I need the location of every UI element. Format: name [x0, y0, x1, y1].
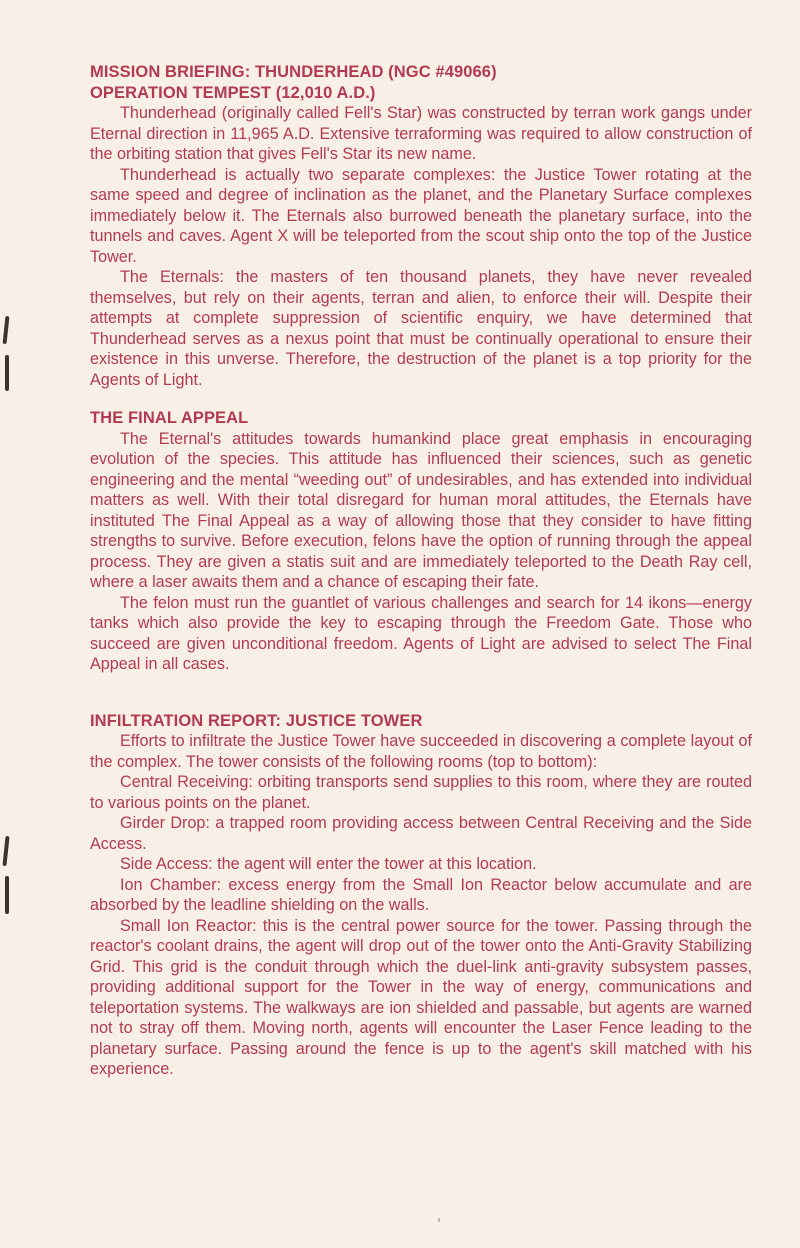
- binder-mark-top: [3, 316, 10, 344]
- paragraph: Efforts to infiltrate the Justice Tower have succeeded in discovering a complete layout of the complex. The tower consists of the following rooms (top to bottom):: [90, 732, 752, 771]
- paragraph: The felon must run the guantlet of various challenges and search for 14 ikons—energy tanks which also provide the key to escaping through the Freedom Gate. Those who succeed are given unconditional freedom. Agents of Light are advised to select The Final Appeal in all cases.: [90, 593, 752, 673]
- binder-mark-upper: [5, 355, 9, 391]
- section-heading: THE FINAL APPEAL: [90, 409, 249, 427]
- paragraph: The Eternals: the masters of ten thousand planets, they have never revealed themselves, but rely on their agents, terran and alien, to enforce their will. Despite their attempts at complete suppression of scientific enquiry, we have determined that Thunderhead serves as a nexus point that must be continually operational to ensure their existence in this unverse. Therefore, the destruction of the planet is a top priority for the Agents of Light.: [90, 268, 752, 389]
- paragraph: Girder Drop: a trapped room providing access between Central Receiving and the Side Access.: [90, 814, 752, 853]
- paper-speck: [438, 1218, 440, 1222]
- section-subheading: OPERATION TEMPEST (12,010 A.D.): [90, 83, 376, 102]
- binder-mark-bottom: [5, 876, 9, 914]
- paragraph: Small Ion Reactor: this is the central power source for the tower. Passing through the reactor's coolant drains, the agent will drop out of the tower onto the Anti-Gravity Stabilizing Grid. This grid is the conduit through which the duel-link anti-gravity subsystem passes, providing additional support for the Tower in the way of energy, communications and teleportation systems. The walkways are ion shielded and passable, but agents are warned not to stray off them. Moving north, agents will encounter the Laser Fence leading to the planetary surface. Passing around the fence is up to the agent's skill matched with his experience.: [90, 916, 752, 1078]
- binder-mark-lower: [2, 836, 9, 866]
- paragraph: Ion Chamber: excess energy from the Small Ion Reactor below accumulate and are absorbed by the leadline shielding on the walls.: [90, 875, 752, 914]
- paragraph: Central Receiving: orbiting transports send supplies to this room, where they are routed to various points on the planet.: [90, 773, 752, 812]
- section-mission-briefing: [90, 62, 752, 390]
- section-infiltration-report: [90, 711, 752, 1080]
- section-heading: INFILTRATION REPORT: JUSTICE TOWER: [90, 711, 423, 730]
- paragraph: Thunderhead (originally called Fell's Star) was constructed by terran work gangs under Eternal direction in 11,965 A.D. Extensive terraforming was required to allow construction of the orbiting station that gives Fell's Star its new name.: [90, 104, 752, 163]
- section-heading: MISSION BRIEFING: THUNDERHEAD (NGC #49066): [90, 63, 497, 81]
- paragraph: Side Access: the agent will enter the tower at this location.: [120, 855, 537, 873]
- section-final-appeal: [90, 408, 752, 675]
- document-body: [90, 62, 752, 1080]
- paragraph: Thunderhead is actually two separate complexes: the Justice Tower rotating at the same speed and degree of inclination as the planet, and the Planetary Surface complexes immediately below it. The Eternals also burrowed beneath the planetary surface, into the tunnels and caves. Agent X will be teleported from the scout ship onto the top of the Justice Tower.: [90, 165, 752, 266]
- paragraph: The Eternal's attitudes towards humankind place great emphasis in encouraging evolution of the species. This attitude has influenced their sciences, such as genetic engineering and the mental “weeding out” of undesirables, and has extended into individual matters as well. With their total disregard for human moral attitudes, the Eternals have instituted The Final Appeal as a way of allowing those that they consider to have fitting strengths to survive. Before execution, felons have the option of running through the appeal process. They are given a statis suit and are immediately teleported to the Death Ray cell, where a laser awaits them and a chance of escaping their fate.: [90, 429, 752, 591]
